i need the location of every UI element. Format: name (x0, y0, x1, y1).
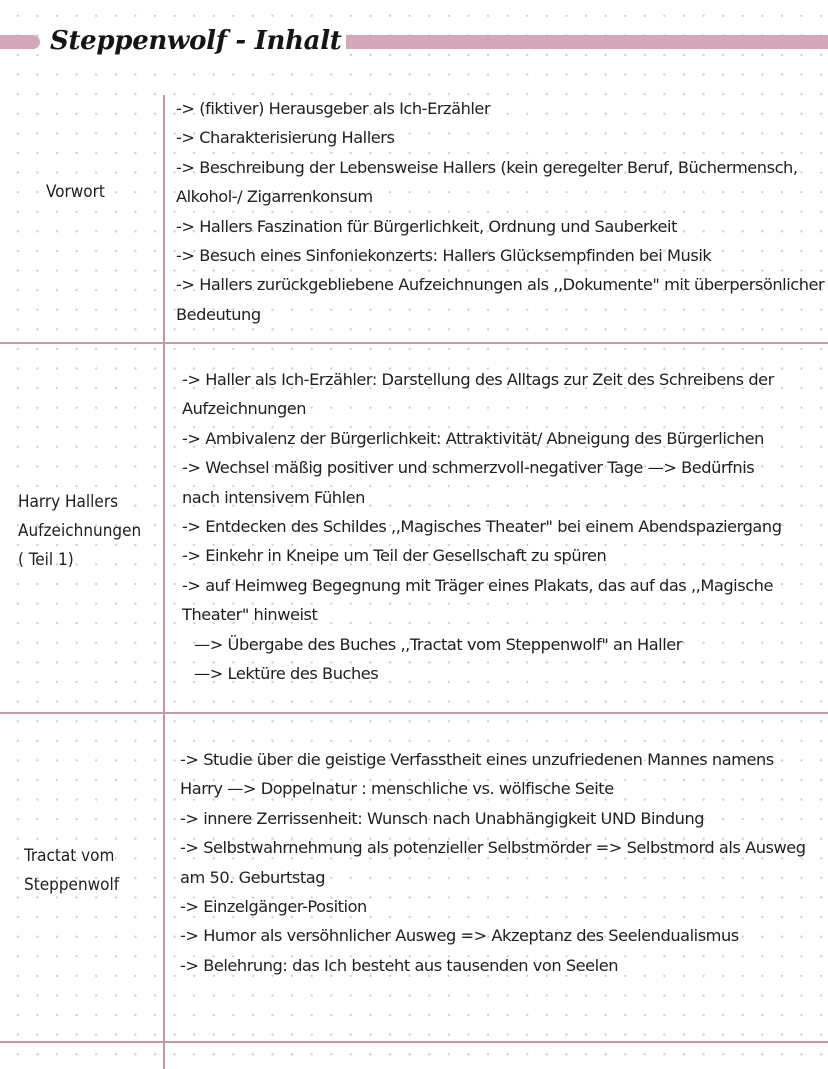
content-line: Theater" hinweist (182, 605, 318, 625)
content-line: -> innere Zerrissenheit: Wunsch nach Unabhängigkeit UND Bindung (180, 808, 705, 828)
content-line: -> Entdecken des Schildes ,,Magisches Theater" bei einem Abendspaziergang (182, 517, 782, 537)
content-line: -> Charakterisierung Hallers (176, 128, 395, 148)
content-line: Bedeutung (176, 304, 261, 324)
content-line: Aufzeichnungen (182, 399, 307, 419)
row-divider (0, 1041, 828, 1043)
content-line: -> Hallers Faszination für Bürgerlichkeit, Ordnung und Sauberkeit (176, 216, 677, 236)
section-content-tractat (180, 745, 806, 980)
content-line: —> Übergabe des Buches ,,Tractat vom Steppenwolf" an Haller (194, 634, 682, 654)
row-divider (0, 342, 828, 344)
content-line: Harry —> Doppelnatur : menschliche vs. wölfische Seite (180, 779, 614, 799)
content-line: -> Einzelgänger-Position (180, 897, 367, 917)
content-line: -> Besuch eines Sinfoniekonzerts: Hallers Glücksempfinden bei Musik (176, 246, 712, 266)
content-line: -> Hallers zurückgebliebene Aufzeichnungen als ,,Dokumente" mit überpersönlicher (176, 275, 825, 295)
column-divider (163, 95, 165, 1069)
content-line: -> (fiktiver) Herausgeber als Ich-Erzähler (176, 99, 491, 118)
content-line: nach intensivem Fühlen (182, 487, 365, 507)
content-line: Alkohol-/ Zigarrenkonsum (176, 187, 373, 207)
content-line: -> auf Heimweg Begegnung mit Träger eines Plakats, das auf das ,,Magische (182, 575, 773, 595)
content-line: am 50. Geburtstag (180, 867, 326, 887)
section-label-vorwort: Vorwort (46, 182, 105, 202)
content-line: -> Ambivalenz der Bürgerlichkeit: Attraktivität/ Abneigung des Bürgerlichen (182, 428, 764, 448)
content-line: -> Haller als Ich-Erzähler: Darstellung des Alltags zur Zeit des Schreibens der (182, 370, 774, 389)
content-line: -> Wechsel mäßig positiver und schmerzvoll-negativer Tage —> Bedürfnis (182, 458, 755, 478)
row-divider (0, 712, 828, 714)
header-bar-left (0, 35, 40, 49)
page-title: Steppenwolf - Inhalt (46, 24, 346, 58)
header-bar-right (284, 35, 828, 49)
content-line: -> Einkehr in Kneipe um Teil der Gesellschaft zu spüren (182, 546, 607, 566)
content-line: -> Beschreibung der Lebensweise Hallers (kein geregelter Beruf, Büchermensch, (176, 157, 798, 177)
content-line: -> Belehrung: das Ich besteht aus tausenden von Seelen (180, 955, 619, 975)
section-label-tractat: Tractat vom Steppenwolf (24, 846, 120, 895)
content-line: —> Lektüre des Buches (194, 664, 379, 684)
section-content-vorwort (176, 94, 824, 329)
section-content-aufzeichnungen (182, 365, 782, 688)
content-line: -> Studie über die geistige Verfasstheit eines unzufriedenen Mannes namens (180, 750, 774, 769)
section-label-aufzeichnungen: Harry Hallers Aufzeichnungen ( Teil 1) (18, 492, 142, 570)
content-line: -> Humor als versöhnlicher Ausweg => Akzeptanz des Seelendualismus (180, 926, 739, 946)
content-line: -> Selbstwahrnehmung als potenzieller Selbstmörder => Selbstmord als Ausweg (180, 838, 806, 858)
